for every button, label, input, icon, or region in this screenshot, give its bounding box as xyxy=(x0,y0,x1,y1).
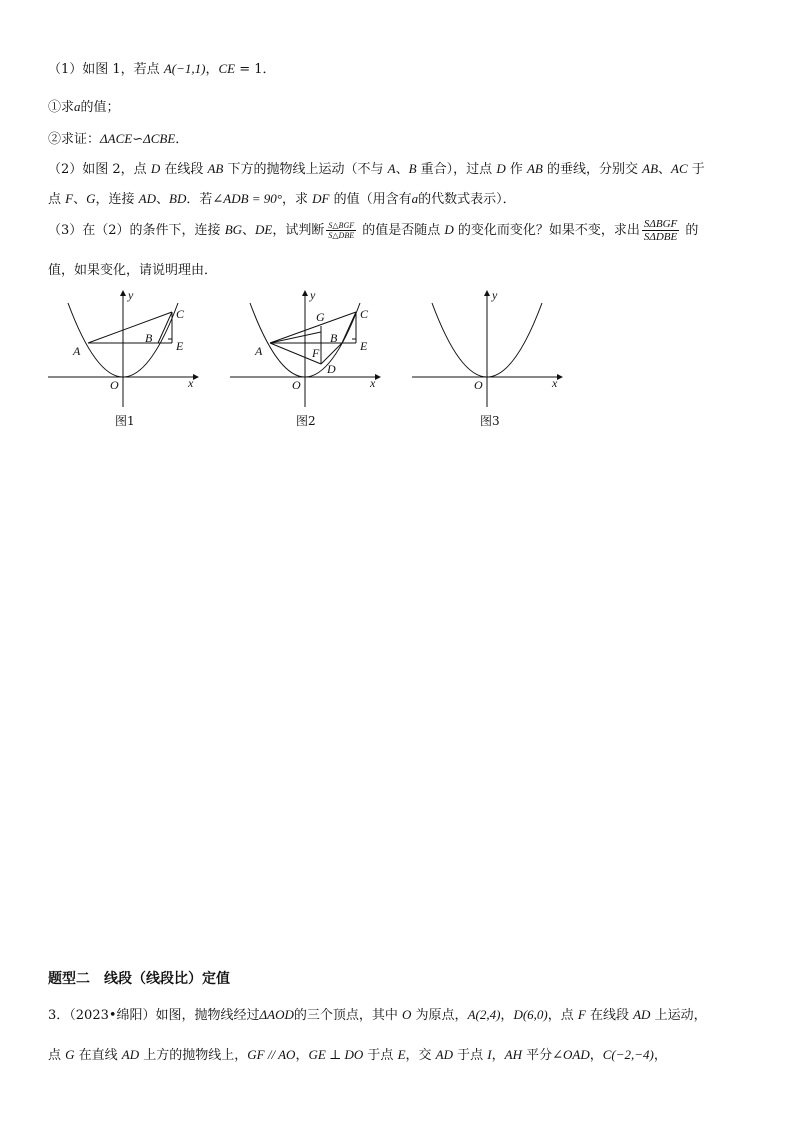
section-title: 题型二 线段（线段比）定值 xyxy=(48,971,230,987)
text: ，试判断 xyxy=(272,223,325,238)
text: 、 xyxy=(155,192,169,207)
text: ， xyxy=(491,1048,505,1063)
problem3-line-1 xyxy=(48,1006,707,1025)
text: ， xyxy=(500,1008,514,1023)
math: BG xyxy=(224,222,243,237)
math: AB xyxy=(526,161,543,176)
math: D(6,0) xyxy=(513,1007,548,1022)
text: 、 xyxy=(242,223,256,238)
math: a xyxy=(411,191,419,206)
right-angle-mark xyxy=(168,339,172,343)
text: 的三个顶点，其中 xyxy=(293,1008,403,1023)
figure-3-caption: 图3 xyxy=(480,414,500,428)
text: ， xyxy=(653,1048,667,1063)
math: AD xyxy=(138,191,156,206)
text: ，交 xyxy=(405,1048,436,1063)
text: （3）在（2）的条件下，连接 xyxy=(48,223,225,238)
figure-3 xyxy=(412,291,562,407)
math: A xyxy=(387,161,396,176)
label-O: O xyxy=(292,378,301,392)
math: CE xyxy=(218,61,236,76)
math: G xyxy=(65,1047,75,1062)
label-G: G xyxy=(316,310,325,324)
segment-ac xyxy=(88,312,172,343)
math: ΔAOD xyxy=(259,1007,294,1022)
right-angle-mark xyxy=(352,339,356,343)
text: 的值； xyxy=(80,100,120,115)
text: 、 xyxy=(73,192,87,207)
part2-line-2 xyxy=(48,190,516,209)
math: AD xyxy=(633,1007,651,1022)
math: ∠OAD xyxy=(552,1047,590,1062)
label-F: F xyxy=(312,346,320,360)
text: ， xyxy=(589,1048,603,1063)
label-C: C xyxy=(176,307,185,321)
text: 的变化而变化？如果不变，求出 xyxy=(453,223,640,238)
label-B: B xyxy=(145,331,153,345)
label-x: x xyxy=(370,376,376,390)
segment-ac xyxy=(270,312,356,343)
math: AD xyxy=(121,1047,140,1062)
fraction-numerator: SΔBGF xyxy=(643,218,678,230)
text: 上运动， xyxy=(650,1008,707,1023)
text: ②求证： xyxy=(48,132,101,147)
part3-line-1 xyxy=(48,218,698,243)
part1-line-2 xyxy=(48,98,120,117)
text: 平分 xyxy=(521,1048,553,1063)
text: ， xyxy=(205,62,219,77)
math: a xyxy=(74,99,81,114)
text: 的值是否随点 xyxy=(358,223,445,238)
text: 值，如果变化，请说明理由． xyxy=(48,263,218,278)
figures-svg xyxy=(40,285,580,415)
segment-bd xyxy=(321,343,342,364)
math: DF xyxy=(312,191,330,206)
text: ， xyxy=(295,1048,309,1063)
text: 的 xyxy=(681,223,699,238)
text: （2）如图 2，点 xyxy=(48,162,151,177)
text: ，连接 xyxy=(95,192,139,207)
text: ． xyxy=(175,132,189,147)
text: ①求 xyxy=(48,100,75,115)
text: 、 xyxy=(395,162,409,177)
label-A: A xyxy=(255,344,263,358)
label-E: E xyxy=(360,339,368,353)
math: AD xyxy=(435,1047,453,1062)
label-x: x xyxy=(188,376,194,390)
text: ． xyxy=(262,62,276,77)
text: 点 xyxy=(48,192,66,207)
label-O: O xyxy=(474,378,483,392)
math: GE ⊥ DO xyxy=(308,1047,364,1062)
text: 作 xyxy=(505,162,527,177)
math: G xyxy=(86,191,96,206)
math: D xyxy=(496,161,506,176)
math: A(2,4) xyxy=(467,1007,501,1022)
math: E xyxy=(397,1047,406,1062)
text: 在线段 xyxy=(585,1008,634,1023)
figure-2-caption: 图2 xyxy=(296,414,316,428)
part3-line-2 xyxy=(48,262,217,280)
label-x: x xyxy=(552,376,558,390)
math: C(−2,−4) xyxy=(602,1047,654,1062)
text: ．若 xyxy=(186,192,213,207)
text: 、 xyxy=(658,162,672,177)
text: 点 xyxy=(48,1048,66,1063)
label-O: O xyxy=(110,378,119,392)
fraction-area-ratio-2 xyxy=(642,218,679,243)
text: （1）如图 1，若点 xyxy=(48,62,164,77)
problem3-line-2 xyxy=(48,1046,667,1065)
label-A: A xyxy=(73,344,81,358)
part2-line-1 xyxy=(48,160,705,179)
text: 于点 xyxy=(453,1048,488,1063)
label-C: C xyxy=(360,307,369,321)
math: (−1,1) xyxy=(171,61,206,76)
fraction-denominator: SΔDBE xyxy=(643,231,678,243)
math: ∠ADB = 90° xyxy=(212,191,282,206)
text: ，点 xyxy=(547,1008,578,1023)
text: 在线段 xyxy=(160,162,208,177)
label-y: y xyxy=(128,288,134,302)
math: = 1 xyxy=(235,62,263,77)
math: BD xyxy=(169,191,187,206)
math: B xyxy=(408,161,417,176)
figure-2-labels xyxy=(254,288,376,392)
text: 于 xyxy=(687,162,705,177)
math: F xyxy=(577,1007,586,1022)
math: ΔACE∽ΔCBE xyxy=(100,131,176,146)
text: 的代数式表示）． xyxy=(418,192,516,207)
figure-1-caption: 图1 xyxy=(115,414,135,428)
math: I xyxy=(487,1047,492,1062)
math: D xyxy=(444,222,454,237)
part1-line-3 xyxy=(48,130,188,149)
label-B: B xyxy=(330,331,338,345)
math: AB xyxy=(642,161,659,176)
math: O xyxy=(402,1007,412,1022)
math: A xyxy=(163,61,172,76)
math: GF // AO xyxy=(247,1047,296,1062)
text: 上方的抛物线上， xyxy=(139,1048,248,1063)
part1-line-1 xyxy=(48,60,276,79)
math: AC xyxy=(671,161,688,176)
text: 在直线 xyxy=(74,1048,122,1063)
math: DE xyxy=(255,222,273,237)
text: 下方的抛物线上运动（不与 xyxy=(223,162,388,177)
label-D: D xyxy=(327,362,336,376)
label-E: E xyxy=(176,339,184,353)
text: 的值（用含有 xyxy=(329,192,412,207)
text: ，求 xyxy=(282,192,313,207)
text: 为原点， xyxy=(411,1008,468,1023)
math: D xyxy=(150,161,161,176)
text: 重合），过点 xyxy=(416,162,497,177)
fraction-numerator: S△BGF xyxy=(328,221,355,230)
math: AB xyxy=(207,161,224,176)
figure-2 xyxy=(230,291,380,407)
text: 的垂线，分别交 xyxy=(542,162,643,177)
math: AH xyxy=(504,1047,522,1062)
fraction-area-ratio-1 xyxy=(326,221,356,240)
label-y: y xyxy=(492,288,498,302)
text: 3．（2023•绵阳）如图，抛物线经过 xyxy=(48,1008,260,1023)
math: F xyxy=(65,191,74,206)
fraction-denominator: S△DBE xyxy=(328,231,355,240)
label-y: y xyxy=(310,288,316,302)
text: 于点 xyxy=(363,1048,398,1063)
figure-1-labels xyxy=(72,288,194,392)
